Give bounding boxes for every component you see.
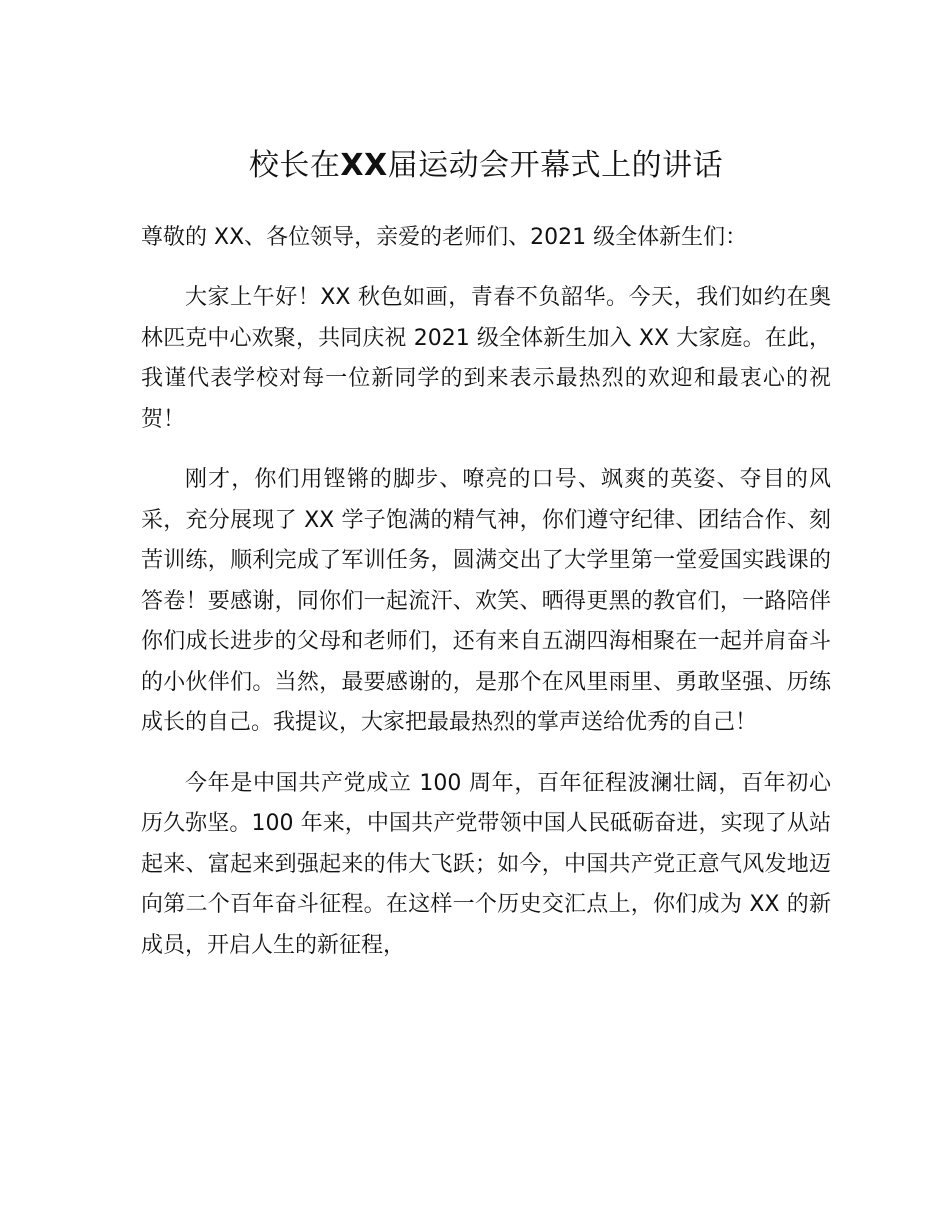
document-body xyxy=(141,140,831,966)
paragraph-3: 今年是中国共产党成立 100 周年，百年征程波澜壮阔，百年初心历久弥坚。100 年来，中国共产党带领中国人民砥砺奋进，实现了从站起来、富起来到强起来的伟大飞跃；如今，中国共产党正意气风发地迈向第二个百年奋斗征程。在这样一个历史交汇点上，你们成为 XX 的新成员，开启人生的新征程， xyxy=(141,770,831,958)
salutation: 尊敬的 XX、各位领导，亲爱的老师们、2021 级全体新生们： xyxy=(141,225,748,250)
paragraph-2: 刚才，你们用铿锵的脚步、嘹亮的口号、飒爽的英姿、夺目的风采，充分展现了 XX 学子饱满的精气神，你们遵守纪律、团结合作、刻苦训练，顺利完成了军训任务，圆满交出了大学里第一堂爱国实践课的答卷！要感谢，同你们一起流汗、欢笑、晒得更黑的教官们，一路陪伴你们成长进步的父母和老师们，还有来自五湖四海相聚在一起并肩奋斗的小伙伴们。当然，最要感谢的，是那个在风里雨里、勇敢坚强、历练成长的自己。我提议，大家把最最热烈的掌声送给优秀的自己！ xyxy=(141,467,831,735)
paragraph-1: 大家上午好！XX 秋色如画，青春不负韶华。今天，我们如约在奥林匹克中心欢聚，共同庆祝 2021 级全体新生加入 XX 大家庭。在此，我谨代表学校对每一位新同学的到来表示最热烈的欢迎和最衷心的祝贺！ xyxy=(141,285,831,432)
title-bold: XX xyxy=(340,148,388,183)
title-prefix: 校长在 xyxy=(248,148,341,183)
title-suffix: 届运动会开幕式上的讲话 xyxy=(387,148,724,183)
document-title xyxy=(141,140,831,192)
